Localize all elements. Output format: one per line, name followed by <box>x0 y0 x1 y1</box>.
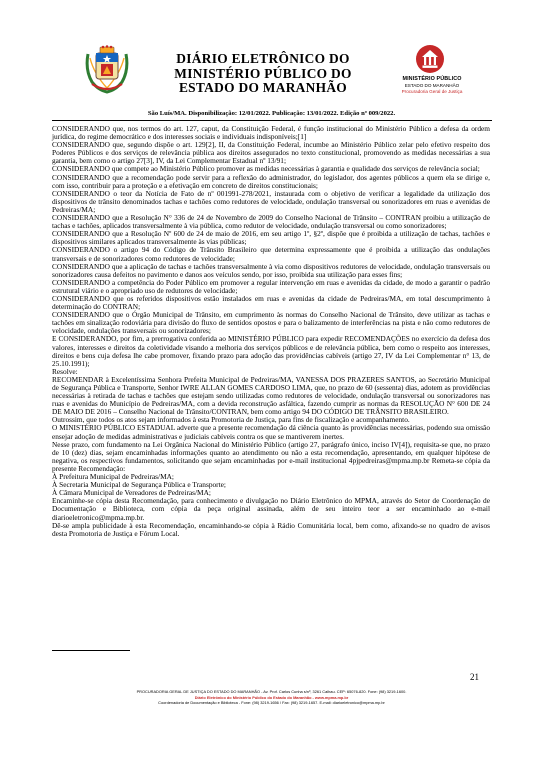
logo-title: MINISTÉRIO PÚBLICO <box>402 76 462 82</box>
body-paragraph: À Prefeitura Municipal de Pedreiras/MA; <box>52 472 174 482</box>
page-number: 21 <box>470 672 479 682</box>
body-paragraph: CONSIDERANDO que, segundo dispõe o art. 129[2], II, da Constituição Federal, incumbe ao Ministério Público zelar pelo efetivo respeito dos Poderes Públicos e dos serviços de relevância pública aos direitos assegurados no texto constitucional, promovendo as medidas necessárias a sua garantia, bem como o artigo 27[3], IV, da Lei Complementar Estadual nº 13/91; <box>52 140 490 166</box>
mpma-emblem-icon <box>415 44 445 74</box>
masthead-line-1: DIÁRIO ELETRÔNICO DO <box>176 51 350 66</box>
body-paragraph: CONSIDERANDO que o Órgão Municipal de Trânsito, em cumprimento às normas do Conselho Nacional de Trânsito, deve utilizar as tachas e tachões em sinalização rodoviária para divisão do fluxo de sentidos opostos e para o balizamento de interferências na pista e não como redutores de velocidade, ondulações transversais ou sonorizadores; <box>52 310 490 336</box>
document-body <box>52 125 490 538</box>
body-paragraph: CONSIDERANDO que os referidos dispositivos estão instalados em ruas e avenidas da cidade de Pedreiras/MA, em total descumprimento à determinação do CONTRAN; <box>52 293 490 312</box>
page-footer <box>0 689 543 706</box>
header-divider <box>52 120 492 121</box>
diary-masthead <box>138 52 388 96</box>
body-paragraph: Outrossim, que todos os atos sejam informados à esta Promotoria de Justiça, para fins de fiscalização e acompanhamento. <box>52 415 410 425</box>
body-paragraph: RECOMENDAR à Excelentíssima Senhora Prefeita Municipal de Pedreiras/MA, VANESSA DOS PRAZERES SANTOS, ao Secretário Municipal de Segurança Pública e Transporte, Senhor IWRE ALLAN GOMES CARDOSO LIMA, que, no prazo de 60 (sessenta) dias, adotem as providências necessárias à retirada de tachas e tachões que estejam sendo utilizadas como redutores de velocidade, ondulação transversal ou sonorizadores nas ruas e avenidas do Município de Pedreiras/MA, com a devida reconstrução asfáltica, fazendo cumprir as normas da RESOLUÇÃO N° 600 DE 24 DE MAIO DE 2016 – Conselho Nacional de Trânsito/CONTRAN, bem como artigo 94 DO CÓDIGO DE TRÂNSITO BRASILEIRO. <box>52 374 490 417</box>
footnote-divider <box>52 650 130 651</box>
body-paragraph: À Câmara Municipal de Vereadores de Pedreiras/MA; <box>52 488 211 498</box>
body-paragraph: CONSIDERANDO a competência do Poder Público em promover a regular intervenção em ruas e avenidas da cidade, de modo a garantir o padrão estrutural viário e o apropriado uso de redutores de velocidade; <box>52 277 490 295</box>
mpma-logo <box>398 44 466 98</box>
body-paragraph: Resolve: <box>52 366 78 376</box>
body-paragraph: E CONSIDERANDO, por fim, a prerrogativa conferida ao MINISTÉRIO PÚBLICO para expedir RECOMENDAÇÕES no exercício da defesa dos valores, interesses e direitos da coletividade visando a melhoria dos serviços públicos e de relevância pública, bem como o respeito aos interesses, direitos e bens cuja defesa lhe cabe promover, fixando prazo para adoção das providências cabíveis (artigo 27, IV da Lei Complementar n° 13, de 25.10.1991); <box>52 334 490 368</box>
body-paragraph: O MINISTÉRIO PÚBLICO ESTADUAL adverte que a presente recomendação dá ciência quanto às providências necessárias, podendo sua omissão ensejar adoção de medidas administrativas e judiciais cabíveis contra os que se mantiverem inertes. <box>52 423 490 441</box>
body-paragraph: CONSIDERANDO o teor da Notícia de Fato de nº 001991-278/2021, instaurada com o objetivo de verificar a legalidade da utilização dos dispositivos de trânsito denominados tachas e tachões como redutores de velocidade, ondulação transversal ou sonorizadores em ruas e avenidas de Pedreiras/MA; <box>52 188 490 214</box>
body-paragraph: Dê-se ampla publicidade à esta Recomendação, encaminhando-se cópia à Rádio Comunitária local, bem como, afixando-se no quadro de avisos desta Promotoria de Justiça e Fórum Local. <box>52 520 490 538</box>
maranhao-coat-of-arms-icon <box>82 44 132 94</box>
body-paragraph: À Secretaria Municipal de Segurança Pública e Transporte; <box>52 480 226 490</box>
body-paragraph: CONSIDERANDO que compete ao Ministério Público promover as medidas necessárias à garantia e qualidade dos serviços de relevância social; <box>52 164 480 174</box>
footer-site: Diário Eletrônico do Ministério Público do Estado do Maranhão - www.mpma.mp.br <box>194 694 349 700</box>
body-paragraph: CONSIDERANDO que a Resolução N° 336 de 24 de Novembro de 2009 do Conselho Nacional de Trânsito – CONTRAN proibiu a utilização de tachas e tachões, aplicados transversalmente à via pública, como redutor de velocidade, ondulação transversal ou como sonorizadores; <box>52 213 490 231</box>
body-paragraph: Nesse prazo, com fundamento na Lei Orgânica Nacional do Ministério Público (artigo 27, parágrafo único, inciso IV[4]), requisita-se que, no prazo de 10 (dez) dias, sejam encaminhadas informações quanto ao atendimento ou não a esta recomendação, apresentando, em qualquer hipótese de negativa, os respectivos fundamentos, solicitando que sejam encaminhadas por e-mail institucional 4pjpedreiras@mpma.mp.br Remeta-se cópia da presente Recomendação: <box>52 439 490 473</box>
body-paragraph: CONSIDERANDO o artigo 94 do Código de Trânsito Brasileiro que determina expressamente que é proibida a utilização das ondulações transversais e de sonorizadores como redutores de velocidade; <box>52 245 490 263</box>
logo-tagline: Procuradoria Geral de Justiça <box>401 89 463 94</box>
publication-info: São Luís/MA. Disponibilização: 12/01/2022. Publicação: 13/01/2022. Edição nº 009/2022. <box>147 110 396 117</box>
footer-address: PROCURADORIA GERAL DE JUSTIÇA DO ESTADO DO MARANHÃO - Av. Prof. Carlos Cunha s/nº, 3261 Calhau. CEP: 65076-820. Fone: (98) 3219-1600. <box>136 689 407 694</box>
body-paragraph: CONSIDERANDO que a recomendação pode servir para a reflexão do administrador, do legislador, dos agentes públicos a quem ela se dirige e, com isso, contribuir para a proteção e a efetivação em concreto de direitos constitucionais; <box>52 172 490 190</box>
footer-contact: Coordenadoria de Documentação e Biblioteca - Fone: (98) 3219-1656 / Fax: (98) 3219-1657. E-mail: diarioeletronico@mpma.mp.br <box>158 700 385 706</box>
body-paragraph: CONSIDERANDO que, nos termos do art. 127, caput, da Constituição Federal, é função institucional do Ministério Público a defesa da ordem jurídica, do regime democrático e dos interesses sociais e individuais indisponíveis;[1] <box>52 124 490 142</box>
page-header <box>0 40 543 102</box>
body-paragraph: Encaminhe-se cópia desta Recomendação, para conhecimento e divulgação no Diário Eletrônico do MPMA, através do Setor de Coordenação de Documentação e Biblioteca, com cópia da peça original assinada, além de seu inteiro teor a ser encaminhado ao e-mail diarioeletronico@mpma.mp.br. <box>52 496 490 522</box>
masthead-line-2: MINISTÉRIO PÚBLICO DO <box>174 65 352 81</box>
body-paragraph: CONSIDERANDO que a aplicação de tachas e tachões transversalmente à via como dispositivos redutores de velocidade, ondulação transversais ou sonorizadores causa defeitos no pavimento e danos aos veículos sendo, por isso, proibida sua utilização para esses fins; <box>52 261 490 279</box>
body-paragraph: CONSIDERANDO que a Resolução Nº 600 de 24 de maio de 2016, em seu artigo 1º, §2º, dispõe que é proibida a utilização de tachas, tachões e dispositivos similares aplicados transversalmente às vias públicas; <box>52 229 490 247</box>
logo-subtitle: ESTADO DO MARANHÃO <box>404 83 460 88</box>
masthead-line-3: ESTADO DO MARANHÃO <box>178 80 348 95</box>
